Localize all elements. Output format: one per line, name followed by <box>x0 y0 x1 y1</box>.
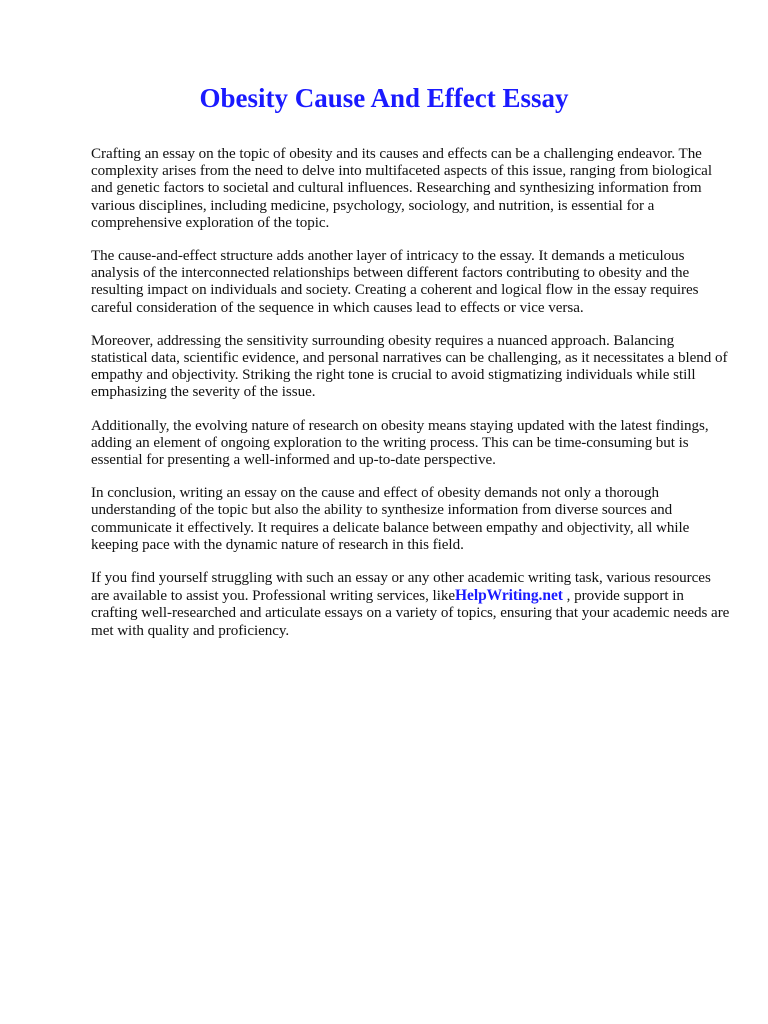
paragraph-3: Moreover, addressing the sensitivity surrounding obesity requires a nuanced approach. Balancing statistical data, scientific evidence, and personal narratives can be challenging, as it necessitates a blend of empathy and objectivity. Striking the right tone is crucial to avoid stigmatizing individuals while still emphasizing the severity of the issue. <box>91 332 728 401</box>
essay-title: Obesity Cause And Effect Essay <box>199 83 569 113</box>
closing-text-before-link: If you find yourself struggling with such an essay or any other academic writing task, various resources are available to assist you. Professional writing services, like <box>91 570 711 605</box>
paragraph-5: In conclusion, writing an essay on the cause and effect of obesity demands not only a thorough understanding of the topic but also the ability to synthesize information from diverse sources and communicate it effectively. It requires a delicate balance between empathy and objectivity, all while keeping pace with the dynamic nature of research in this field. <box>91 485 690 553</box>
essay-body <box>91 146 731 656</box>
closing-paragraph <box>91 570 731 640</box>
closing-text-after-link: , provide support in crafting well-researched and articulate essays on a variety of topics, ensuring that your academic needs are met with quality and proficiency. <box>91 588 730 639</box>
paragraph-2: The cause-and-effect structure adds another layer of intricacy to the essay. It demands a meticulous analysis of the interconnected relationships between different factors contributing to obesity and the resulting impact on individuals and society. Creating a coherent and logical flow in the essay requires careful consideration of the sequence in which causes lead to effects or vice versa. <box>91 248 699 316</box>
paragraph-4: Additionally, the evolving nature of research on obesity means staying updated with the latest findings, adding an element of ongoing exploration to the writing process. This can be time-consuming but is essential for presenting a well-informed and up-to-date perspective. <box>91 417 709 469</box>
helpwriting-link[interactable]: HelpWriting.net <box>455 587 563 605</box>
paragraph-1: Crafting an essay on the topic of obesity and its causes and effects can be a challenging endeavor. The complexity arises from the need to delve into multifaceted aspects of this issue, ranging from biological and genetic factors to societal and cultural influences. Researching and synthesizing information from various disciplines, including medicine, psychology, sociology, and nutrition, is essential for a comprehensive exploration of the topic. <box>91 146 712 231</box>
